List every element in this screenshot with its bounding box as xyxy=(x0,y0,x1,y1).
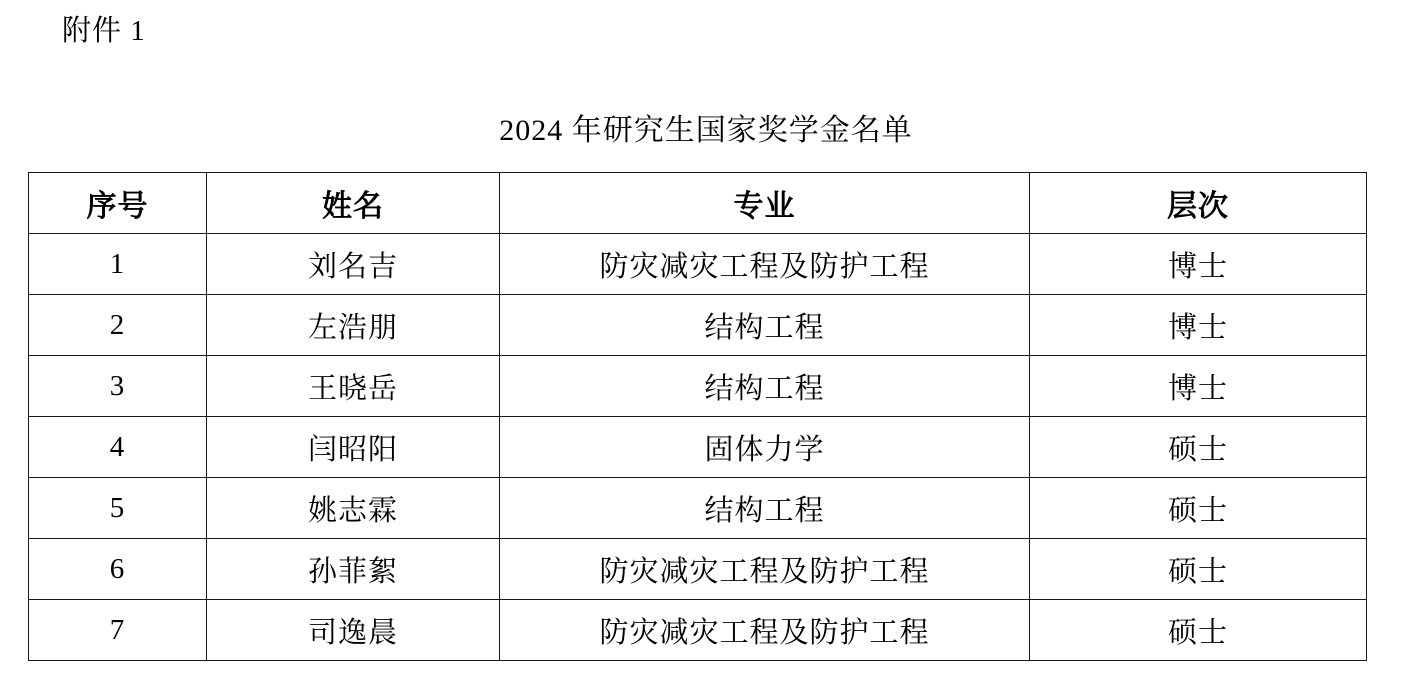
cell-index: 2 xyxy=(29,295,207,356)
scholarship-roster-table xyxy=(28,172,1367,661)
cell-name: 司逸晨 xyxy=(207,600,500,661)
table-row xyxy=(29,600,1367,661)
cell-index: 3 xyxy=(29,356,207,417)
cell-major: 防灾减灾工程及防护工程 xyxy=(500,234,1030,295)
cell-level: 硕士 xyxy=(1030,478,1367,539)
column-header-index: 序号 xyxy=(29,173,207,234)
table-row xyxy=(29,295,1367,356)
column-header-name: 姓名 xyxy=(207,173,500,234)
attachment-label: 附件 1 xyxy=(62,15,146,47)
cell-major: 结构工程 xyxy=(500,295,1030,356)
cell-major: 结构工程 xyxy=(500,478,1030,539)
cell-major: 结构工程 xyxy=(500,356,1030,417)
roster-table-container xyxy=(28,172,1366,661)
cell-level: 博士 xyxy=(1030,356,1367,417)
cell-major: 防灾减灾工程及防护工程 xyxy=(500,600,1030,661)
cell-name: 闫昭阳 xyxy=(207,417,500,478)
cell-major: 固体力学 xyxy=(500,417,1030,478)
cell-name: 刘名吉 xyxy=(207,234,500,295)
table-row xyxy=(29,356,1367,417)
cell-index: 7 xyxy=(29,600,207,661)
cell-index: 5 xyxy=(29,478,207,539)
cell-level: 硕士 xyxy=(1030,539,1367,600)
table-row xyxy=(29,478,1367,539)
column-header-major: 专业 xyxy=(500,173,1030,234)
table-row xyxy=(29,417,1367,478)
table-row xyxy=(29,539,1367,600)
cell-index: 1 xyxy=(29,234,207,295)
cell-index: 4 xyxy=(29,417,207,478)
cell-name: 左浩朋 xyxy=(207,295,500,356)
table-row xyxy=(29,234,1367,295)
table-header-row xyxy=(29,173,1367,234)
cell-name: 王晓岳 xyxy=(207,356,500,417)
column-header-level: 层次 xyxy=(1030,173,1367,234)
page-title: 2024 年研究生国家奖学金名单 xyxy=(499,114,913,147)
cell-level: 博士 xyxy=(1030,234,1367,295)
cell-major: 防灾减灾工程及防护工程 xyxy=(500,539,1030,600)
cell-level: 硕士 xyxy=(1030,600,1367,661)
cell-name: 孙菲絮 xyxy=(207,539,500,600)
cell-level: 硕士 xyxy=(1030,417,1367,478)
cell-name: 姚志霖 xyxy=(207,478,500,539)
cell-index: 6 xyxy=(29,539,207,600)
cell-level: 博士 xyxy=(1030,295,1367,356)
